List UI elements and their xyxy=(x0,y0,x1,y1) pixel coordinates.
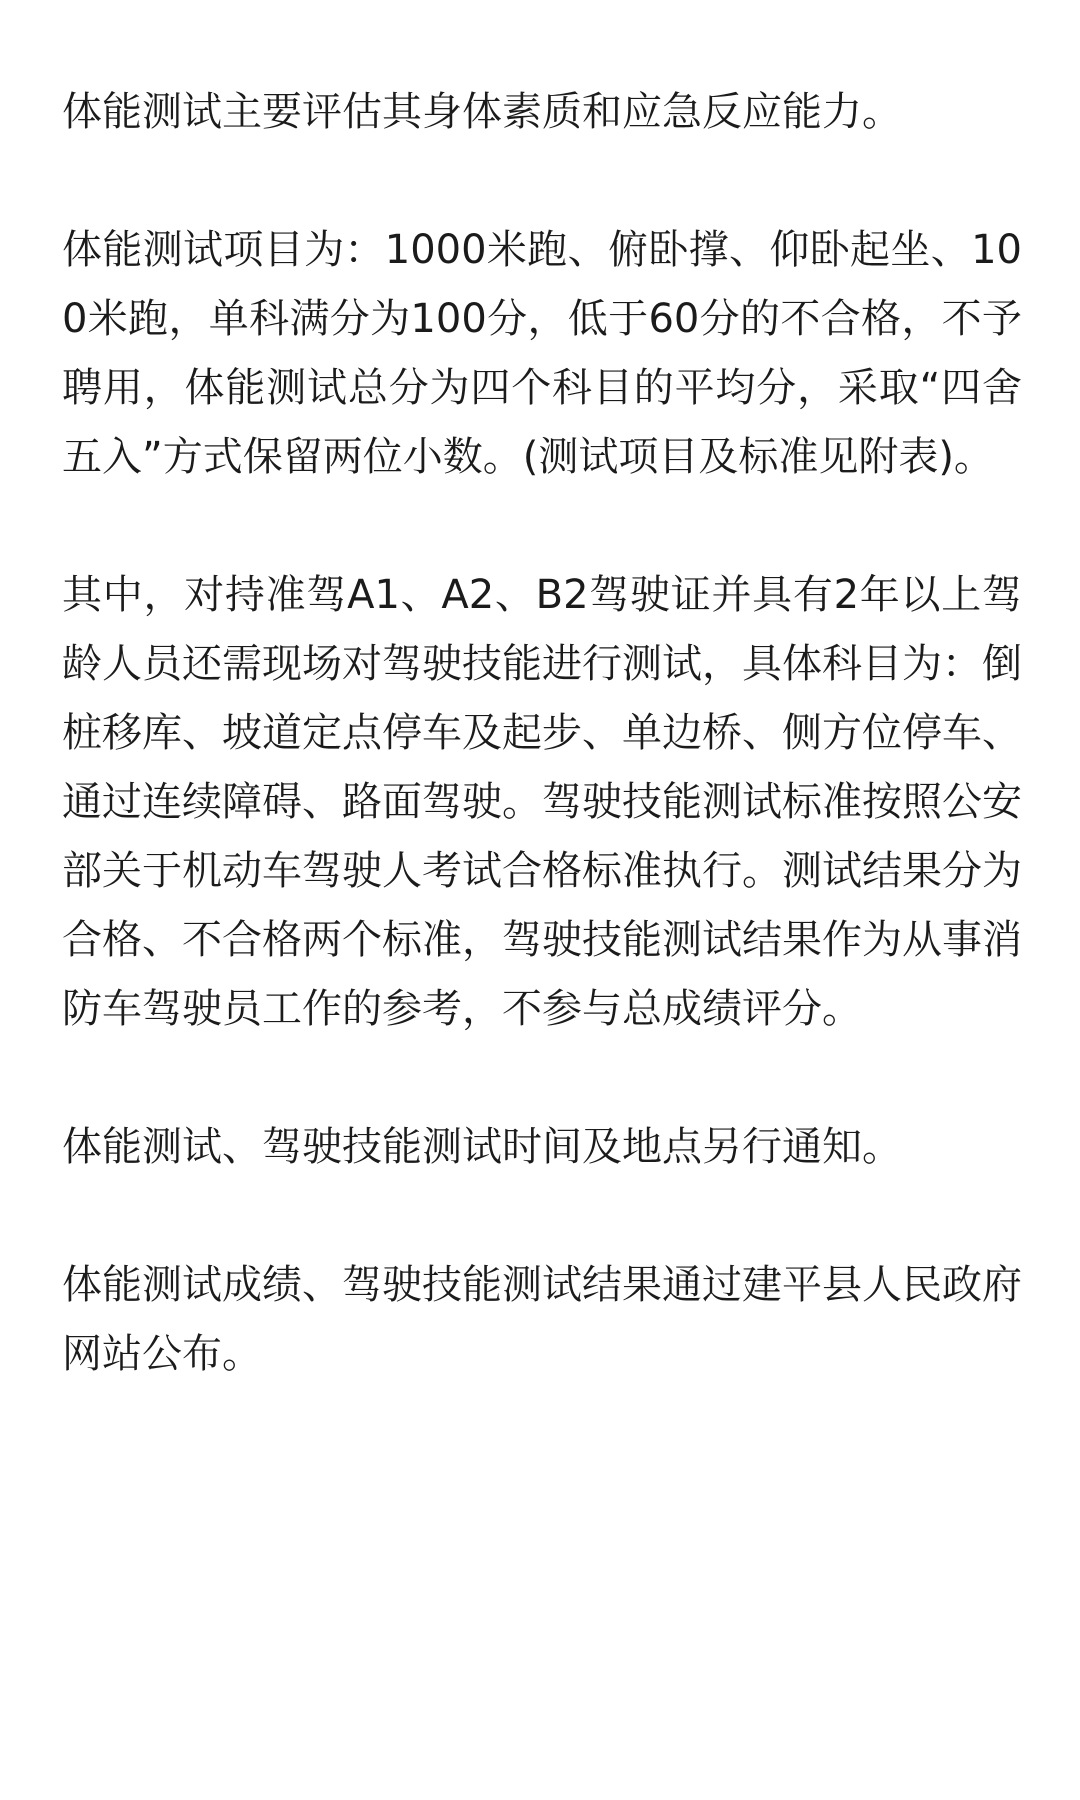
paragraph-physical-test-items: 体能测试项目为：1000米跑、俯卧撑、仰卧起坐、100米跑，单科满分为100分，低于60分的不合格，不予聘用，体能测试总分为四个科目的平均分，采取“四舍五入”方式保留两位小数。(测试项目及标准见附表)。 xyxy=(62,227,1022,480)
paragraph-results-publication: 体能测试成绩、驾驶技能测试结果通过建平县人民政府网站公布。 xyxy=(62,1262,1022,1377)
paragraph-physical-test-purpose: 体能测试主要评估其身体素质和应急反应能力。 xyxy=(62,89,902,135)
paragraph-time-location-notice: 体能测试、驾驶技能测试时间及地点另行通知。 xyxy=(62,1124,902,1170)
paragraph-driving-skill-test: 其中，对持准驾A1、A2、B2驾驶证并具有2年以上驾龄人员还需现场对驾驶技能进行测试，具体科目为：倒桩移库、坡道定点停车及起步、单边桥、侧方位停车、通过连续障碍、路面驾驶。驾驶技能测试标准按照公安部关于机动车驾驶人考试合格标准执行。测试结果分为合格、不合格两个标准，驾驶技能测试结果作为从事消防车驾驶员工作的参考，不参与总成绩评分。 xyxy=(62,572,1022,1032)
